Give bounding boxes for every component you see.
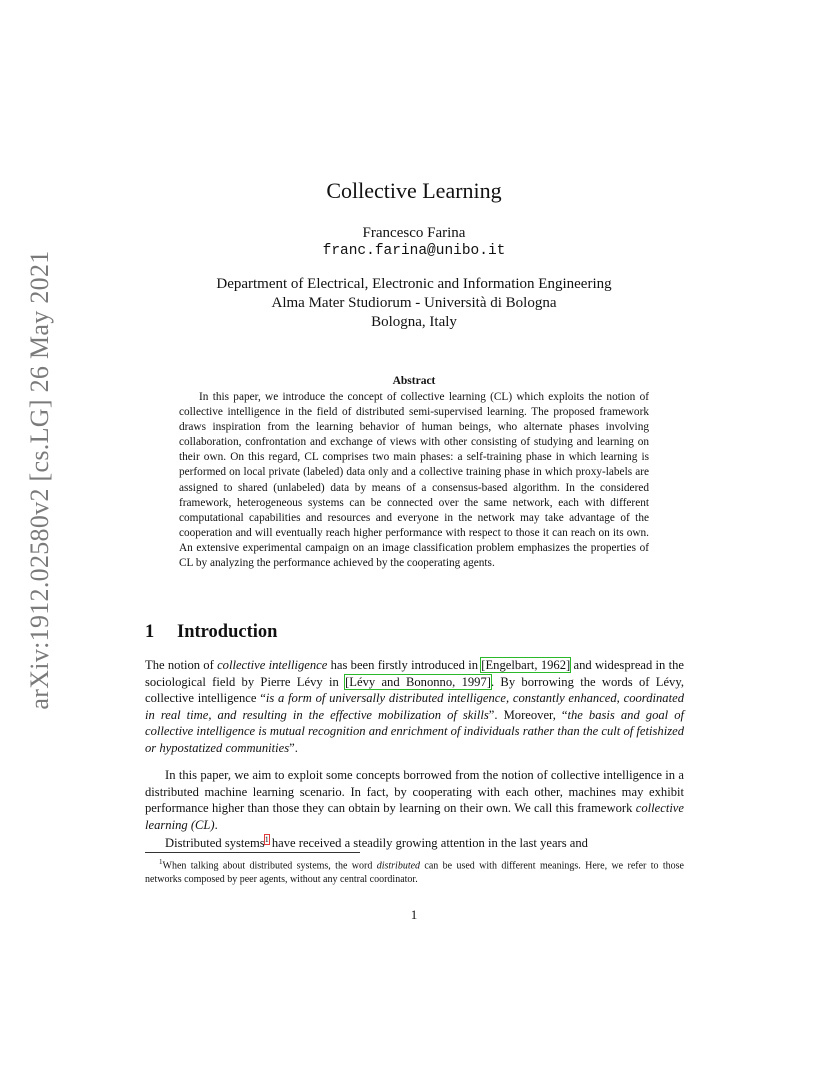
section-number: 1 — [145, 622, 155, 642]
author-email[interactable]: franc.farina@unibo.it — [322, 243, 506, 259]
section-title: Introduction — [177, 622, 278, 642]
page-number: 1 — [410, 907, 418, 922]
intro-paragraph-1 — [145, 657, 684, 757]
emphasis-text: distributed — [376, 860, 421, 872]
affiliation — [0, 275, 828, 332]
emphasis-text: collective learning (CL) — [145, 801, 684, 832]
text-run: has been firstly introduced in — [327, 658, 482, 672]
abstract-body: In this paper, we introduce the concept of collective learning (CL) which exploits the notion of collective intelligence in the field of distributed semi-supervised learning. The proposed framework draws inspiration from the learning behavior of human beings, who alternate phases involving collaboration, confrontation and exchange of views with other consisting of studying and learning on their own. On this regard, CL comprises two main phases: a self-training phase in which learning is performed on local private (labeled) data only and a collective training phase in which proxy-labels are assigned to shared (unlabeled) data by means of a consensus-based algorithm. In the considered framework, heterogeneous systems can be connected over the same network, each with different computational capabilities and resources and everyone in the network may take advantage of the cooperation and will eventually reach higher performance with respect to those it can reach on its own. An extensive experimental campaign on an image classification problem emphasizes the properties of CL by analyzing the performance achieved by the cooperating agents. — [179, 391, 649, 570]
quote-text: is a form of universally distributed intelligence, constantly enhanced, coordinated in real time, and resulting in the effective mobilization of skills — [145, 691, 684, 722]
citation-link[interactable]: [Engelbart, 1962] — [481, 658, 571, 672]
abstract-heading: Abstract — [392, 375, 436, 387]
text-run: ”. — [289, 740, 298, 755]
text-run: have received a steadily growing attention in the last years and — [268, 836, 588, 851]
footnote-mark: 1 — [159, 858, 163, 866]
footnote — [145, 856, 684, 886]
text-run: When talking about distributed systems, the word — [162, 860, 377, 872]
text-run: The notion of — [145, 658, 218, 672]
arxiv-id-text: arXiv:1912.02580v2 [cs.LG] 26 May 2021 — [25, 250, 54, 710]
paper-title: Collective Learning — [326, 178, 502, 203]
author-name: Francesco Farina — [362, 225, 466, 241]
arxiv-sidebar-stamp — [22, 250, 58, 710]
intro-paragraph-3 — [145, 832, 684, 852]
text-run: and widespread in the sociological field by Pierre Lévy in — [145, 658, 685, 689]
affiliation-line: Bologna, Italy — [371, 314, 457, 330]
citation-link[interactable]: [Lévy and Bononno, 1997] — [345, 674, 491, 689]
text-run: ”. Moreover, “ — [488, 707, 568, 722]
intro-paragraph-2 — [145, 767, 684, 833]
text-run: Distributed systems — [165, 836, 265, 851]
text-run: can be used with different meanings. Here, we refer to those networks composed by peer agents, without any central coordinator. — [145, 860, 684, 885]
footnote-divider — [145, 852, 360, 853]
text-run: . By borrowing the words of Lévy, collective intelligence “ — [145, 674, 684, 706]
text-run: . — [214, 817, 218, 832]
affiliation-line: Alma Mater Studiorum - Università di Bologna — [271, 295, 557, 311]
affiliation-line: Department of Electrical, Electronic and Information Engineering — [216, 276, 612, 292]
section-heading — [145, 622, 277, 643]
footnote-link[interactable]: 1 — [264, 835, 269, 844]
emphasis-text: collective intelligence — [217, 658, 328, 672]
text-run: In this paper, we aim to exploit some concepts borrowed from the notion of collective intelligence in a distributed machine learning scenario. In fact, by cooperating with each other, machines may exhibit performance higher than those they can obtain by learning on their own. We call this framework — [145, 768, 684, 816]
quote-text: the basis and goal of collective intelligence is mutual recognition and enrichment of individuals rather than the cult of fetishized or hypostatized communities — [145, 707, 684, 755]
